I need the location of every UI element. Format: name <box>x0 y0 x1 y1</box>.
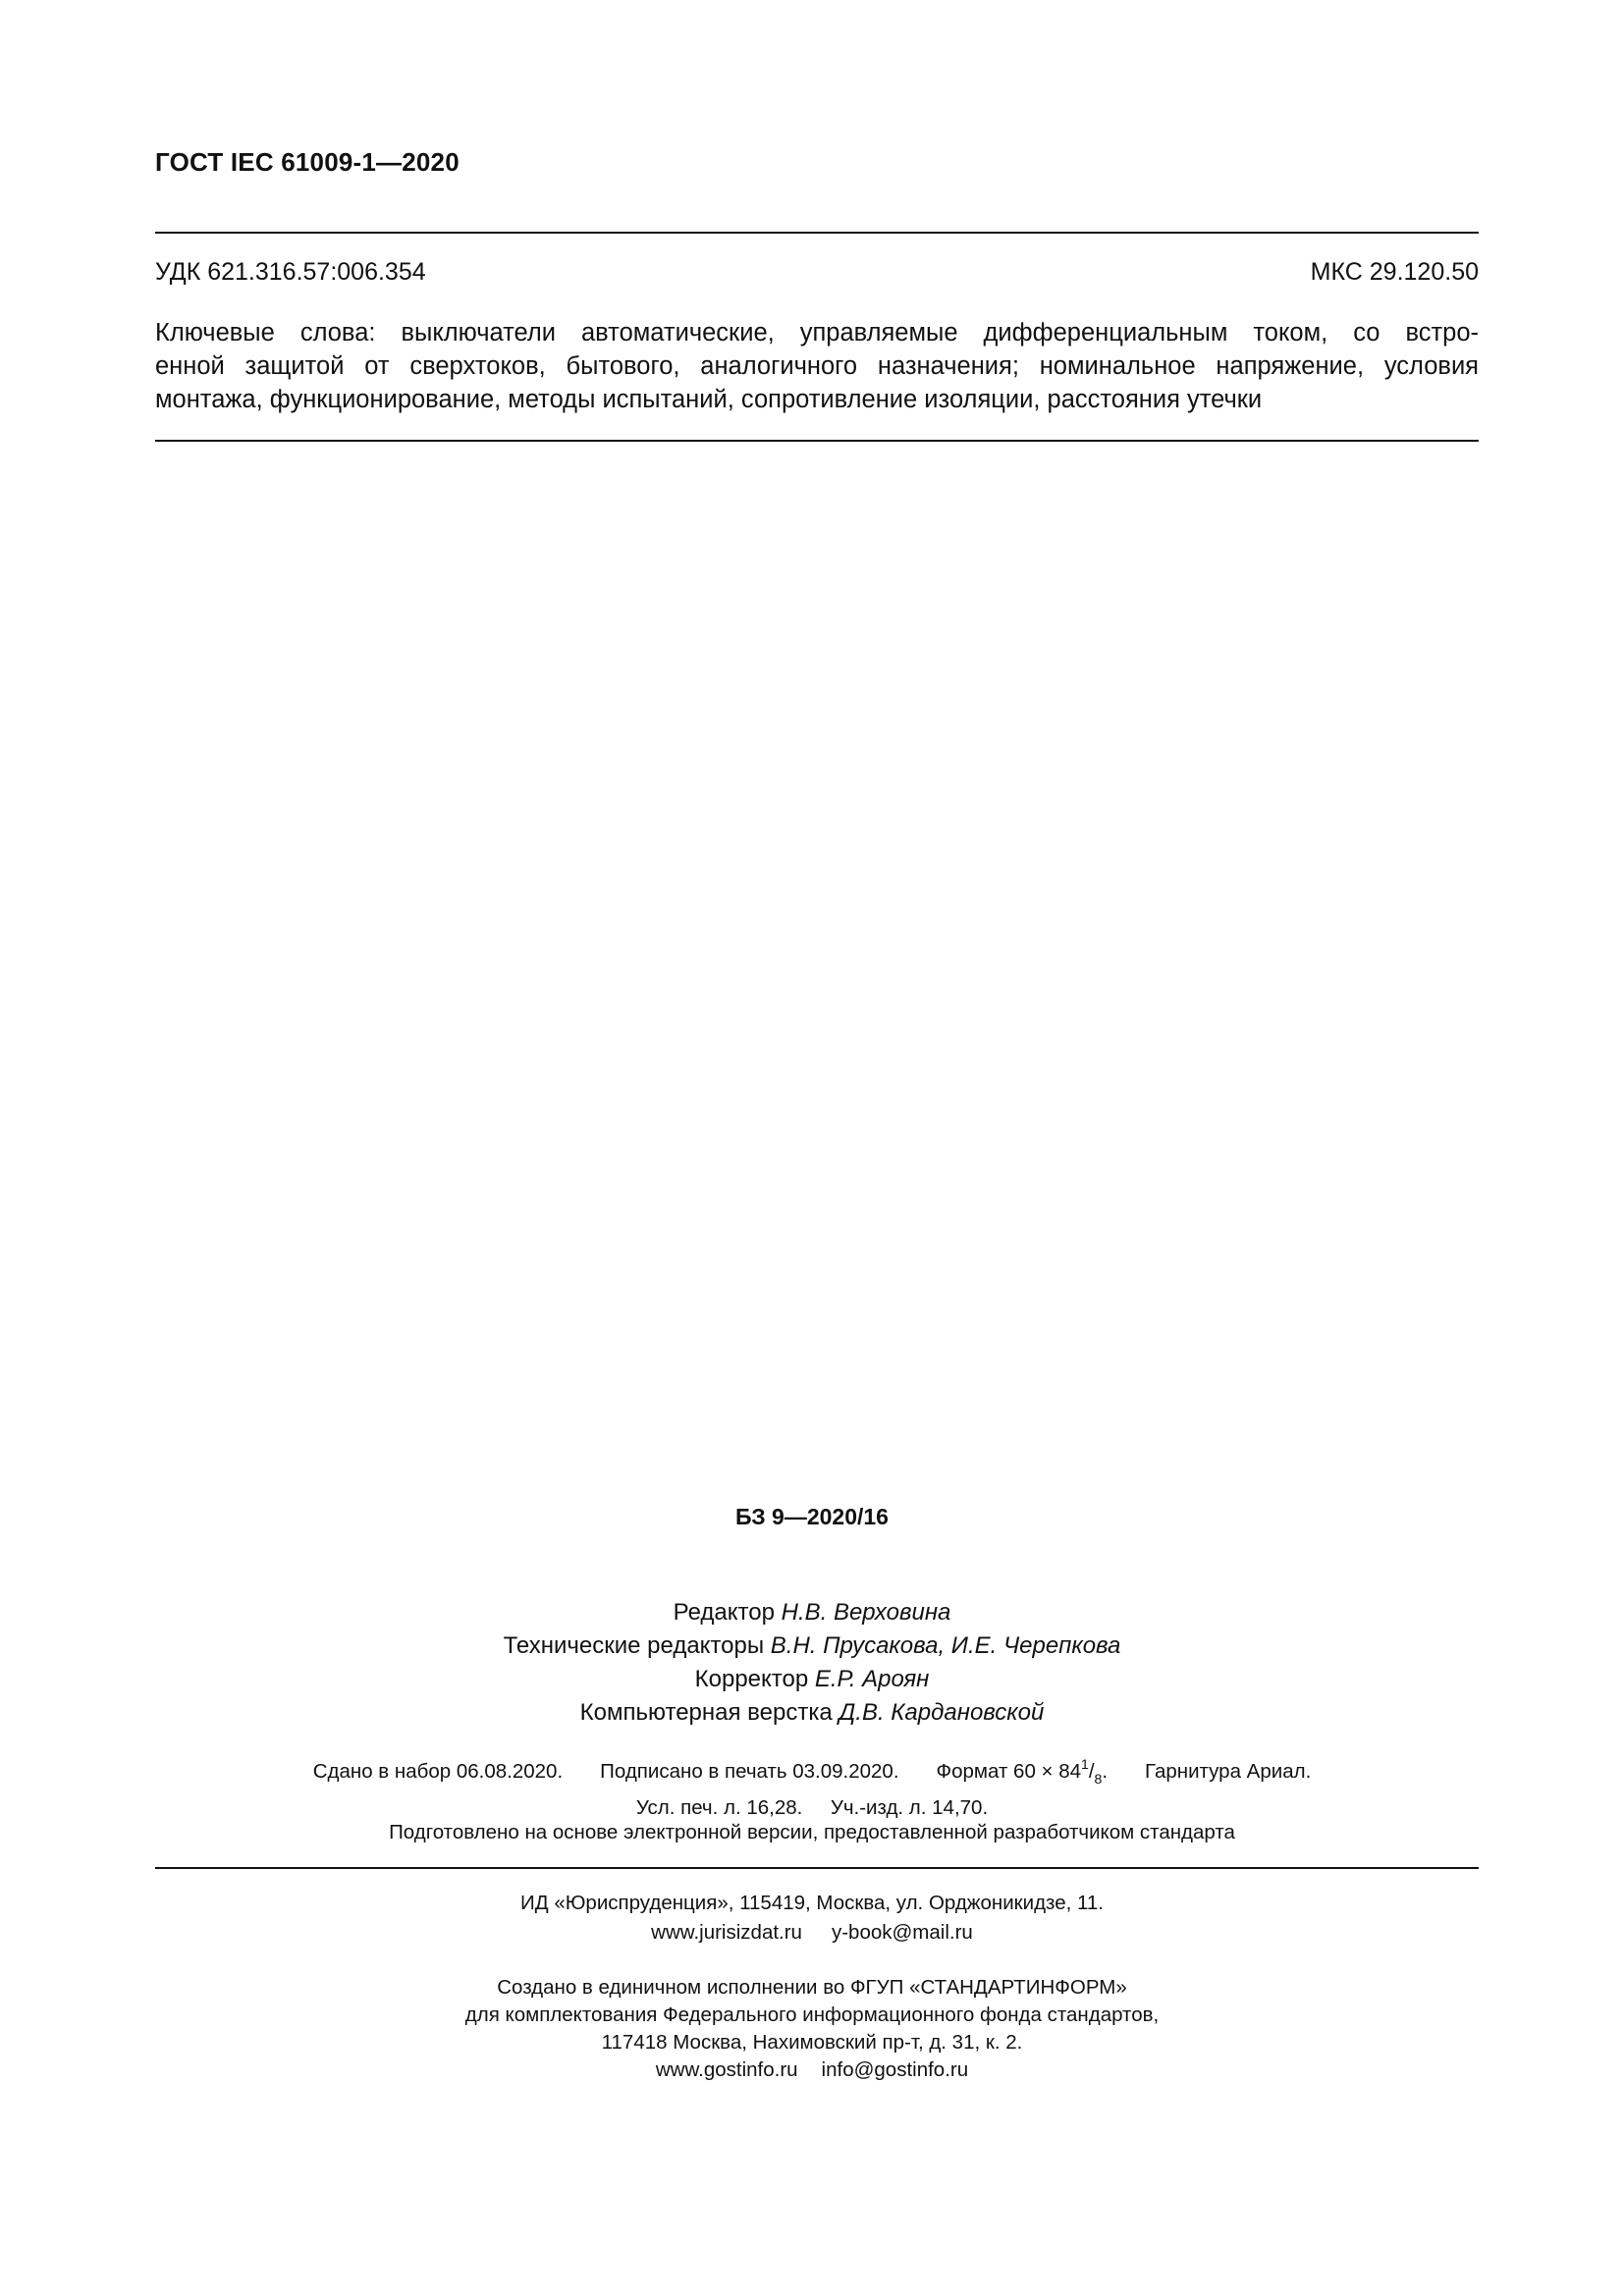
editor-name: Н.В. Верховина <box>781 1599 951 1626</box>
publisher-address: ИД «Юриспруденция», 115419, Москва, ул. Орджоникидзе, 11. <box>520 1892 1104 1914</box>
keywords-line: монтажа, функционирование, методы испытаний, сопротивление изоляции, расстояния утечки <box>155 386 1263 413</box>
gostinfo-website-link[interactable]: www.gostinfo.ru <box>655 2058 798 2081</box>
credits-block <box>0 1596 1624 1730</box>
created-block <box>0 1974 1624 2084</box>
publisher-email-link[interactable]: y-book@mail.ru <box>831 1921 973 1944</box>
submitted-date: Сдано в набор 06.08.2020. <box>312 1760 564 1783</box>
printing-line-1 <box>0 1749 1624 1793</box>
format-sup: 1 <box>1081 1756 1089 1772</box>
bz-number: БЗ 9—2020/16 <box>735 1504 889 1529</box>
printing-info <box>0 1749 1624 1823</box>
publisher-block <box>0 1889 1624 1948</box>
format-prefix: Формат 60 × 84 <box>936 1760 1082 1783</box>
editor-line <box>0 1596 1624 1629</box>
format-slash: / <box>1088 1760 1095 1783</box>
keywords-line: Ключевые слова: выключатели автоматические, управляемые дифференциальным током, со встро- <box>155 319 1479 347</box>
mks-code: МКС 29.120.50 <box>1310 258 1479 286</box>
signed-date: Подписано в печать 03.09.2020. <box>600 1760 899 1783</box>
top-divider <box>155 232 1479 234</box>
format-suffix: . <box>1102 1760 1109 1783</box>
created-line-1: Создано в единичном исполнении во ФГУП «СТАНДАРТИНФОРМ» <box>497 1976 1127 1999</box>
publisher-divider <box>155 1867 1479 1869</box>
keywords-divider <box>155 440 1479 442</box>
publishing-sheets: Уч.-изд. л. 14,70. <box>830 1796 989 1819</box>
format-value <box>936 1756 1109 1787</box>
publisher-contacts <box>0 1918 1624 1948</box>
prepared-note: Подготовлено на основе электронной версии, предоставленной разработчиком стандарта <box>389 1821 1235 1843</box>
tech-editors-line <box>0 1629 1624 1663</box>
created-contacts <box>0 2056 1624 2084</box>
corrector-label: Корректор <box>694 1666 809 1692</box>
tech-editors-names: В.Н. Прусакова, И.Е. Черепкова <box>770 1632 1121 1659</box>
print-sheets: Усл. печ. л. 16,28. <box>635 1796 803 1819</box>
typeface: Гарнитура Ариал. <box>1145 1760 1312 1783</box>
layout-label: Компьютерная верстка <box>579 1699 833 1726</box>
format-sub: 8 <box>1094 1771 1103 1787</box>
udk-code: УДК 621.316.57:006.354 <box>155 258 426 286</box>
keywords-line: енной защитой от сверхтоков, бытового, аналогичного назначения; номинальное напряжение, условия <box>155 352 1479 380</box>
layout-name: Д.В. Кардановской <box>839 1699 1045 1726</box>
editor-label: Редактор <box>673 1599 775 1626</box>
corrector-name: Е.Р. Ароян <box>814 1666 930 1692</box>
document-code: ГОСТ IEC 61009-1—2020 <box>155 147 460 177</box>
created-line-2: для комплектования Федерального информационного фонда стандартов, <box>464 2003 1160 2026</box>
printing-line-2 <box>0 1793 1624 1823</box>
keywords-block <box>155 316 1479 416</box>
publisher-website-link[interactable]: www.jurisizdat.ru <box>651 1921 802 1944</box>
gostinfo-email-link[interactable]: info@gostinfo.ru <box>821 2058 969 2081</box>
created-line-3: 117418 Москва, Нахимовский пр-т, д. 31, к. 2. <box>601 2031 1023 2054</box>
tech-editors-label: Технические редакторы <box>503 1632 765 1659</box>
corrector-line <box>0 1663 1624 1696</box>
layout-line <box>0 1696 1624 1730</box>
